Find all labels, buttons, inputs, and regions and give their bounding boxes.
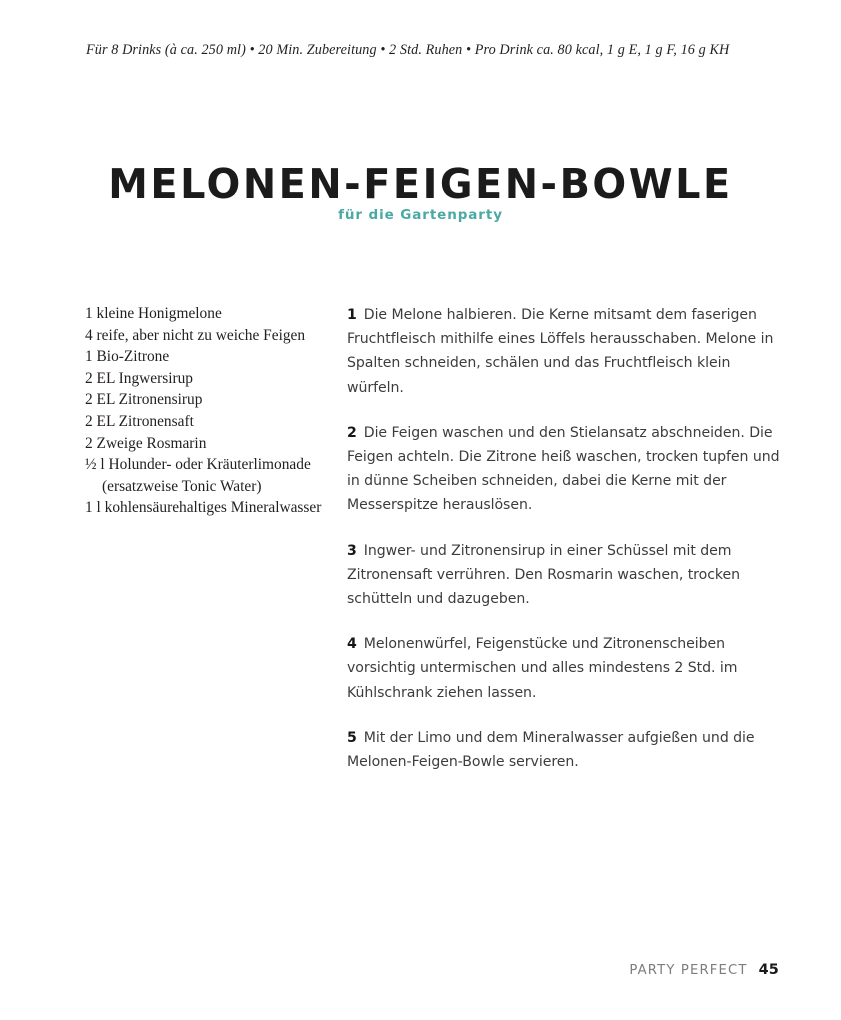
step-text: Ingwer- und Zitronensirup in einer Schüssel mit dem Zitronensaft verrühren. Den Rosmarin waschen, trocken schütteln und dazugeben. [347, 542, 740, 608]
list-item: 2 EL Zitronensaft [85, 412, 194, 430]
instruction-step [347, 726, 783, 774]
step-number: 3 [347, 542, 357, 559]
recipe-meta-line: Für 8 Drinks (à ca. 250 ml) • 20 Min. Zubereitung • 2 Std. Ruhen • Pro Drink ca. 80 kcal, 1 g E, 1 g F, 16 g KH [86, 42, 730, 58]
list-item: 1 kleine Honigmelone [85, 305, 222, 322]
step-text: Die Feigen waschen und den Stielansatz abschneiden. Die Feigen achteln. Die Zitrone heiß waschen, trocken tupfen und in dünne Scheiben schneiden, dabei die Kerne mit der Messerspitze herauslösen. [347, 424, 780, 514]
step-text: Die Melone halbieren. Die Kerne mitsamt dem faserigen Fruchtfleisch mithilfe eines Löffels herausschaben. Melone in Spalten schneiden, schälen und das Fruchtfleisch klein würfeln. [347, 307, 774, 396]
list-item: 2 EL Zitronensirup [85, 391, 203, 409]
page-number: 45 [758, 962, 779, 978]
list-item: 1 Bio-Zitrone [85, 348, 170, 366]
list-item: 2 Zweige Rosmarin [85, 434, 207, 452]
list-item: 1 l kohlensäurehaltiges Mineralwasser [85, 499, 322, 517]
step-number: 2 [347, 424, 357, 441]
page-title: MELONEN-FEIGEN-BOWLE [108, 160, 733, 209]
list-item: ½ l Holunder- oder Kräuterlimonade (ersatzweise Tonic Water) [85, 456, 311, 495]
instruction-step [347, 421, 783, 518]
recipe-subtitle: für die Gartenparty [338, 207, 503, 223]
step-number: 5 [347, 729, 357, 746]
step-text: Melonenwürfel, Feigenstücke und Zitronenscheiben vorsichtig untermischen und alles mindestens 2 Std. im Kühlschrank ziehen lassen. [347, 636, 738, 701]
instruction-step [347, 303, 783, 400]
list-item: 2 EL Ingwersirup [85, 369, 193, 387]
footer-section-label: PARTY PERFECT [629, 963, 748, 978]
instruction-step [347, 632, 783, 705]
ingredients-list [85, 303, 325, 519]
step-number: 1 [347, 307, 357, 323]
step-number: 4 [347, 636, 357, 653]
instruction-steps [347, 303, 783, 774]
page-footer [629, 962, 779, 978]
instruction-step [347, 539, 783, 612]
step-text: Mit der Limo und dem Mineralwasser aufgießen und die Melonen-Feigen-Bowle servieren. [347, 729, 755, 771]
list-item: 4 reife, aber nicht zu weiche Feigen [85, 326, 306, 344]
